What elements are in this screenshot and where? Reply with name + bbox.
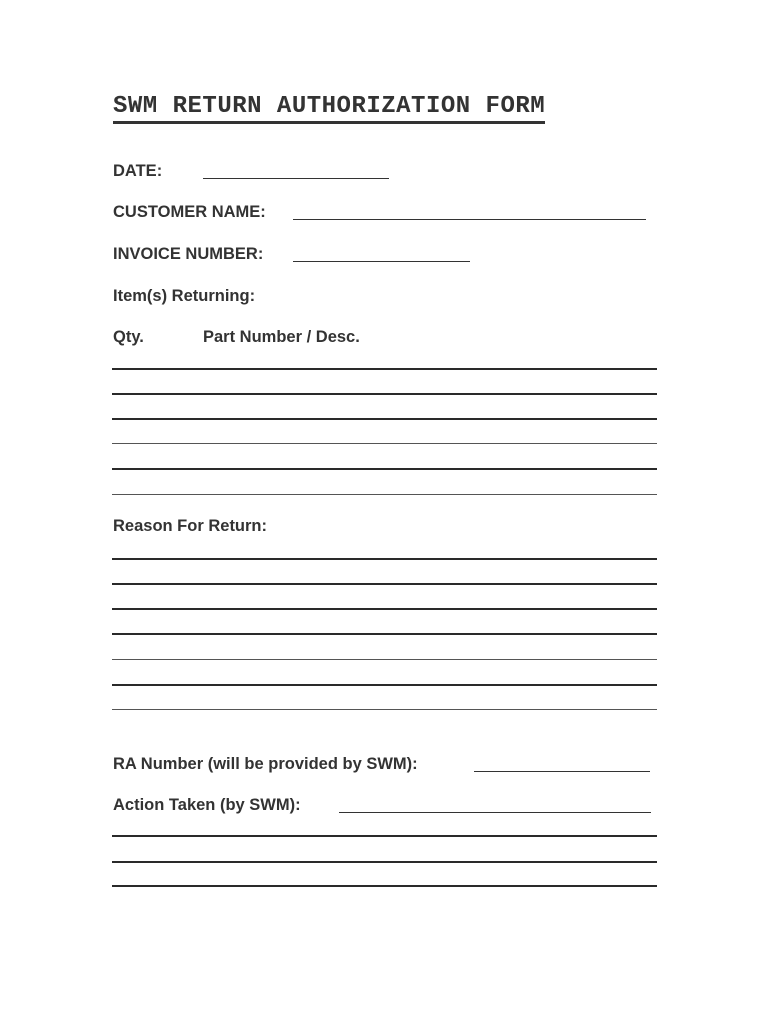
action-line[interactable] [112, 885, 657, 887]
reason-for-return-label: Reason For Return: [113, 517, 268, 535]
item-line[interactable] [112, 494, 657, 495]
date-field[interactable] [203, 178, 389, 179]
reason-line[interactable] [112, 659, 657, 660]
reason-line[interactable] [112, 709, 657, 710]
invoice-number-label: INVOICE NUMBER: [113, 245, 264, 263]
item-line[interactable] [112, 418, 657, 420]
customer-name-field[interactable] [293, 219, 646, 220]
form-title: SWM RETURN AUTHORIZATION FORM [113, 93, 545, 124]
qty-column-header: Qty. [113, 328, 144, 346]
action-taken-field[interactable] [339, 812, 651, 813]
invoice-number-field[interactable] [293, 261, 470, 262]
item-line[interactable] [112, 443, 657, 444]
action-taken-label: Action Taken (by SWM): [113, 796, 301, 814]
action-line[interactable] [112, 835, 657, 837]
item-line[interactable] [112, 468, 657, 470]
item-line[interactable] [112, 393, 657, 395]
ra-number-field[interactable] [474, 771, 650, 772]
item-line[interactable] [112, 368, 657, 370]
date-label: DATE: [113, 162, 163, 180]
reason-line[interactable] [112, 684, 657, 686]
ra-number-label: RA Number (will be provided by SWM): [113, 755, 418, 773]
action-line[interactable] [112, 861, 657, 863]
customer-name-label: CUSTOMER NAME: [113, 203, 266, 221]
reason-line[interactable] [112, 608, 657, 610]
reason-line[interactable] [112, 583, 657, 585]
items-returning-label: Item(s) Returning: [113, 287, 256, 305]
part-number-column-header: Part Number / Desc. [203, 328, 360, 346]
reason-line[interactable] [112, 558, 657, 560]
reason-line[interactable] [112, 633, 657, 635]
